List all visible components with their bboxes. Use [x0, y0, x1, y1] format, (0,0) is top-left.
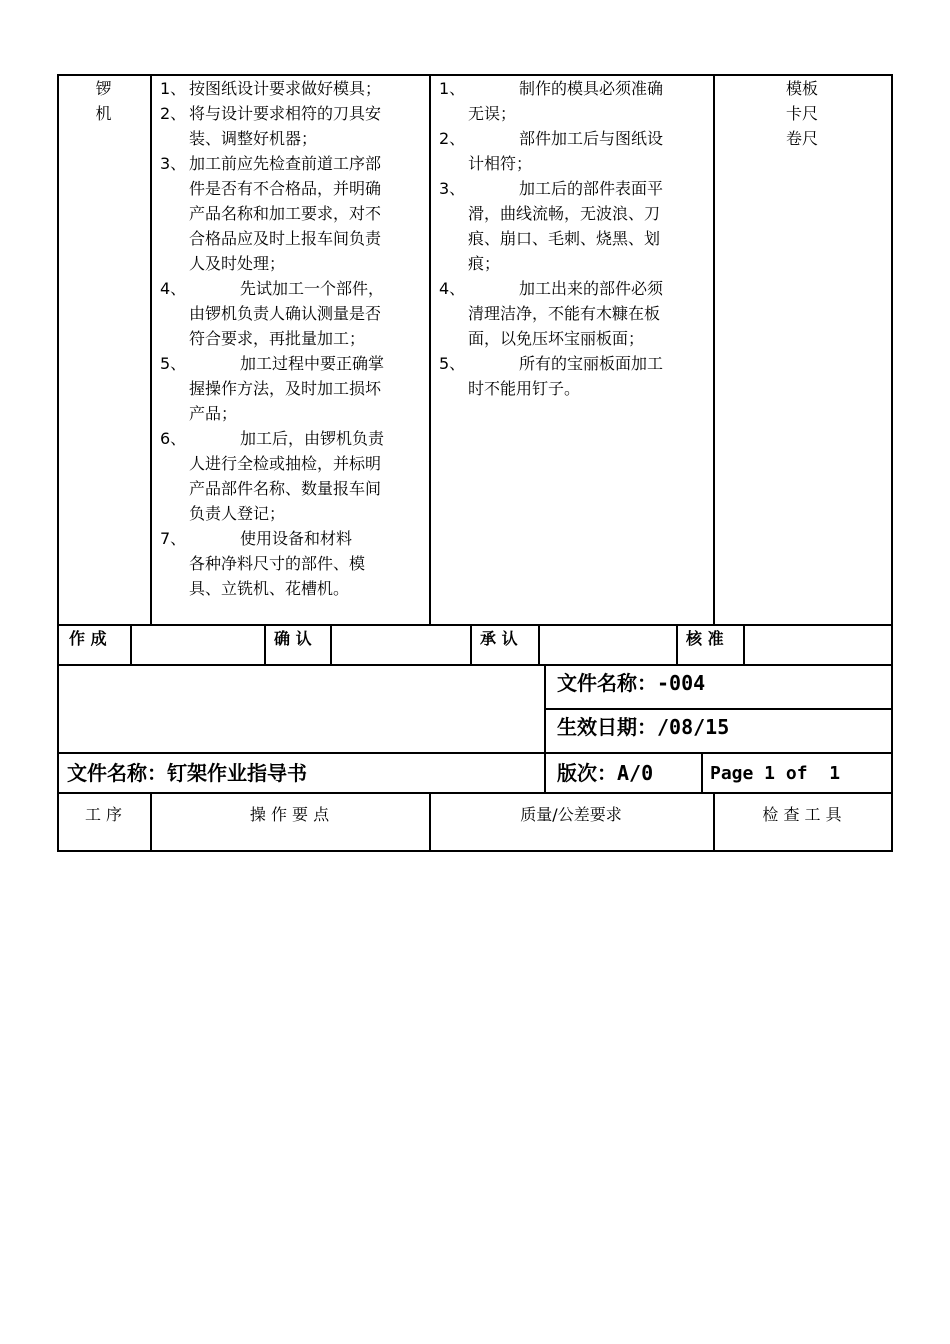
process-table [57, 74, 893, 625]
list-item [439, 351, 707, 401]
column-header-quality: 质量/公差要求 [520, 805, 622, 824]
version: 版次：A/0 [557, 761, 654, 785]
list-item [160, 526, 422, 601]
list-item-text: 加工后，由锣机负责 人进行全检或抽检，并标明 产品部件名称、数量报车间 负责人登记； [189, 429, 385, 523]
file-number: 文件名称：-004 [557, 671, 706, 695]
list-item-text: 按图纸设计要求做好模具； [189, 79, 382, 98]
list-item-number: 5、 [160, 354, 187, 373]
list-item [160, 351, 422, 426]
list-item [439, 276, 707, 351]
column-header-process: 工 序 [84, 805, 123, 824]
process-name-cell: 锣 机 [95, 79, 112, 123]
list-item-text: 使用设备和材料 各种净料尺寸的部件、模 具、立铣机、花槽机。 [189, 529, 366, 598]
list-item-number: 2、 [439, 129, 466, 148]
list-item-number: 4、 [439, 279, 466, 298]
page-indicator: Page 1 of 1 [710, 763, 841, 784]
list-item-number: 3、 [439, 179, 466, 198]
list-item-text: 制作的模具必须准确 无误； [468, 79, 664, 123]
list-item-number: 7、 [160, 529, 187, 548]
made-by-label: 作 成 [69, 629, 107, 648]
column-header-tools: 检 查 工 具 [762, 805, 842, 824]
confirmed-label: 确 认 [274, 629, 312, 648]
list-item [439, 126, 707, 176]
verified-label: 核 准 [686, 629, 724, 648]
list-item-number: 2、 [160, 104, 187, 123]
list-item-text: 加工过程中要正确掌 握操作方法，及时加工损坏 产品； [189, 354, 385, 423]
effective-date: 生效日期：/08/15 [557, 715, 730, 739]
signoff-row [57, 624, 893, 666]
list-item-text: 加工前应先检查前道工序部 件是否有不合格品，并明确 产品名称和加工要求，对不 合格品应及时上报车间负责 人及时处理； [189, 154, 382, 273]
list-item [160, 101, 422, 151]
inspection-tools-cell: 模板 卡尺 卷尺 [785, 79, 818, 148]
list-item-number: 4、 [160, 279, 187, 298]
list-item-number: 3、 [160, 154, 187, 173]
list-item-number: 5、 [439, 354, 466, 373]
document-title: 文件名称：钉架作业指导书 [67, 761, 307, 785]
approved-label: 承 认 [480, 629, 518, 648]
list-item-text: 部件加工后与图纸设 计相符； [468, 129, 664, 173]
list-item-text: 加工出来的部件必须 清理洁净，不能有木糠在板 面，以免压坏宝丽板面； [468, 279, 664, 348]
list-item [160, 76, 422, 101]
list-item-number: 1、 [160, 79, 187, 98]
list-item-text: 将与设计要求相符的刀具安 装、调整好机器； [189, 104, 382, 148]
document-header [57, 664, 893, 852]
list-item-text: 所有的宝丽板面加工 时不能用钉子。 [468, 354, 664, 398]
column-header-operation: 操 作 要 点 [249, 805, 330, 824]
list-item [439, 76, 707, 126]
list-item [160, 426, 422, 526]
list-item [160, 151, 422, 276]
list-item-number: 6、 [160, 429, 187, 448]
list-item-text: 加工后的部件表面平 滑，曲线流畅，无波浪、刀 痕、崩口、毛刺、烧黑、划 痕； [468, 179, 664, 273]
list-item-number: 1、 [439, 79, 466, 98]
list-item-text: 先试加工一个部件， 由锣机负责人确认测量是否 符合要求，再批量加工； [189, 279, 385, 348]
quality-requirements-list [439, 76, 707, 401]
list-item [160, 276, 422, 351]
operation-points-list [160, 76, 422, 601]
list-item [439, 176, 707, 276]
